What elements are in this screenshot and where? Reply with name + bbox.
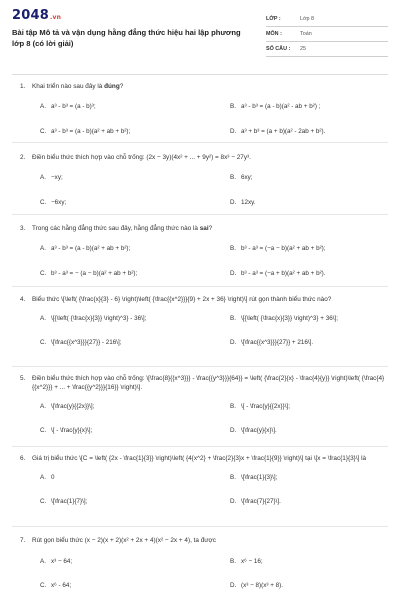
option-b[interactable] [230,244,326,253]
question-2 [20,153,388,204]
option-text: −6xy; [51,199,67,206]
option-label: C. [40,582,47,589]
header-divider [12,74,388,75]
question-number: 6. [20,455,26,462]
option-d[interactable] [230,581,283,590]
stem-text: Trong các hằng đẳng thức sau đây, hằng đẳng thức nào là [32,225,200,232]
option-a[interactable] [40,557,72,566]
question-divider [12,526,388,527]
option-text: \[\frac{1}{7}\]; [51,498,88,505]
stem-emphasis: sai [199,225,209,232]
document-header [12,8,388,70]
option-label: C. [40,270,47,277]
meta-row-grade [266,12,388,27]
options [40,162,388,204]
option-b[interactable] [230,557,263,566]
meta-key: MÔN : [266,31,282,37]
option-label: B. [230,403,236,410]
option-label: A. [40,174,46,181]
question-number: 1. [20,83,26,90]
option-text: \[\frac{y}{{2x}}\]; [51,403,95,410]
question-6 [20,454,388,509]
option-label: D. [230,270,237,277]
question-5 [20,374,388,438]
question-stem [20,295,388,304]
meta-key: LỚP : [266,16,281,22]
option-text: \[{\left( {\frac{x}{3}} \right)^3} + 36\]; [241,315,338,322]
question-stem [20,536,388,545]
option-b[interactable] [230,102,320,111]
option-text: a³ - b³ = (a - b)(a² - ab + b²) ; [241,103,321,110]
question-divider [12,446,388,447]
option-label: A. [40,403,46,410]
stem-text: Rút gọn biểu thức (x − 2)(x + 2)(x² + 2x + 4)(x² − 2x + 4), ta được [32,537,216,544]
option-text: x⁶ − 16; [241,558,263,565]
options [40,545,388,595]
option-label: D. [230,199,237,206]
option-c[interactable] [40,581,71,590]
question-7 [20,536,388,595]
question-number: 3. [20,225,26,232]
meta-table [266,12,388,70]
option-a[interactable] [40,244,130,253]
option-label: A. [40,474,46,481]
option-label: A. [40,558,46,565]
meta-row-subject [266,27,388,42]
option-text: x³ − 64; [51,558,73,565]
option-label: B. [230,474,236,481]
option-d[interactable] [230,338,313,347]
option-text: −xy; [51,174,63,181]
option-label: B. [230,315,236,322]
question-number: 5. [20,375,26,382]
option-label: D. [230,339,237,346]
option-text: a³ - b³ = (a - b)³; [51,103,96,110]
option-text: 0 [51,474,55,481]
options [40,233,388,275]
option-text: b³ - a³ = (−a + b)(a² + ab + b²). [241,270,326,277]
option-d[interactable] [230,497,281,506]
option-text: \[\frac{1}{3}\]; [241,474,278,481]
option-label: A. [40,315,46,322]
options [40,91,388,133]
option-text: b³ - a³ = − (a − b)(a² + ab + b²); [51,270,138,277]
option-text: \[\frac{7}{27}\]. [241,498,281,505]
stem-text-end: ? [119,83,124,90]
option-a[interactable] [40,473,55,482]
document-title: Bài tập Mô tả và vận dụng hằng đẳng thức hiệu hai lập phương lớp 8 (có lời giải) [12,28,241,48]
option-label: B. [230,174,236,181]
option-b[interactable] [230,173,253,182]
option-label: D. [230,498,237,505]
question-4 [20,295,388,352]
option-text: \[ - \frac{y}{{2x}}\]; [241,403,291,410]
question-divider [12,366,388,367]
stem-emphasis: đúng [104,83,120,90]
option-d[interactable] [230,198,256,207]
option-d[interactable] [230,426,277,435]
stem-text: Khai triển nào sau đây là [32,83,105,90]
brand-suffix: .vn [49,14,62,21]
option-b[interactable] [230,314,338,323]
stem-text-end: ? [208,225,213,232]
stem-text: Điền biểu thức thích hợp vào chỗ trống: (2x − 3y)(4x² + ... + 9y²) = 8x³ − 27y³. [32,154,251,161]
option-label: C. [40,128,47,135]
question-divider [12,214,388,215]
question-stem [20,374,388,392]
option-label: C. [40,339,47,346]
option-label: D. [230,427,237,434]
option-d[interactable] [230,127,325,136]
option-label: C. [40,199,47,206]
option-label: D. [230,582,237,589]
meta-value: 25 [300,46,306,52]
meta-key: SỐ CÂU : [266,46,291,52]
option-a[interactable] [40,402,94,411]
option-text: a³ + b³ = (a + b)(a² - 2ab + b²). [241,128,326,135]
option-c[interactable] [40,426,92,435]
options [40,304,388,352]
question-stem [20,454,388,463]
option-b[interactable] [230,402,290,411]
options [40,392,388,438]
question-1 [20,82,388,133]
question-stem [20,153,388,162]
option-text: 12xy. [241,199,256,206]
option-c[interactable] [40,269,137,278]
option-c[interactable] [40,497,87,506]
stem-text: Điền biểu thức thích hợp vào chỗ trống: \[\frac{8}{{x^3}}} - \frac{{y^3}}}{64}} = \left( {\frac{2}{x} - \frac{4}{y}} \right)\left( {\frac{4}{{x^2}}} + ... + \frac{{y^2}}}{16}} \right)\]. [32,375,385,391]
header-left [12,8,248,70]
option-b[interactable] [230,473,277,482]
brand-logo[interactable] [12,8,248,23]
question-number: 4. [20,296,26,303]
option-c[interactable] [40,338,122,347]
brand-name: 2048 [12,8,49,23]
meta-row-count [266,42,388,57]
option-text: \[\frac{{x^3}}}{27}} + 216\]. [241,339,314,346]
option-text: \[\frac{y}{x}\]. [241,427,277,434]
stem-text: Giá trị biểu thức \[C = \left( {2x - \frac{1}{3}} \right)\left( {4{x^2} + \frac{2}{3}x + \frac{1}{9}} \right)\] tại \[x = \frac{1}{3}\] là [32,455,367,462]
option-text: x⁶ - 64; [51,582,72,589]
question-number: 2. [20,154,26,161]
meta-value: Lớp 8 [300,16,315,22]
option-text: b³ - a³ = (−a − b)(a² + ab + b²); [241,245,326,252]
option-c[interactable] [40,198,66,207]
option-text: (x³ − 8)(x³ + 8). [241,582,283,589]
question-3 [20,224,388,275]
question-number: 7. [20,537,26,544]
question-stem [20,82,388,91]
option-label: B. [230,558,236,565]
option-a[interactable] [40,102,96,111]
option-label: B. [230,245,236,252]
option-text: \[ - \frac{y}{x}\]; [51,427,93,434]
options [40,463,388,509]
option-text: \[{\left( {\frac{x}{3}} \right)^3} - 36\]; [51,315,147,322]
option-label: A. [40,245,46,252]
option-a[interactable] [40,314,146,323]
meta-value: Toán [300,31,312,37]
option-text: \[\frac{{x^3}}}{27}} - 216\]; [51,339,122,346]
option-c[interactable] [40,127,130,136]
question-divider [12,286,388,287]
option-label: C. [40,427,47,434]
option-text: 6xy; [241,174,253,181]
question-stem [20,224,388,233]
option-d[interactable] [230,269,326,278]
question-divider [12,142,388,143]
option-text: a³ - b³ = (a - b)(a² + ab + b²); [51,245,131,252]
stem-text: Biểu thức \[\left( {\frac{x}{3} - 6} \right)\left( {\frac{{x^2}}}{9} + 2x + 36} \right)\] rút gọn thành biểu thức nào? [32,296,332,303]
option-a[interactable] [40,173,63,182]
option-label: A. [40,103,46,110]
option-label: B. [230,103,236,110]
option-text: a³ - b³ = (a - b)(a² + ab + b²); [51,128,131,135]
option-label: D. [230,128,237,135]
option-label: C. [40,498,47,505]
